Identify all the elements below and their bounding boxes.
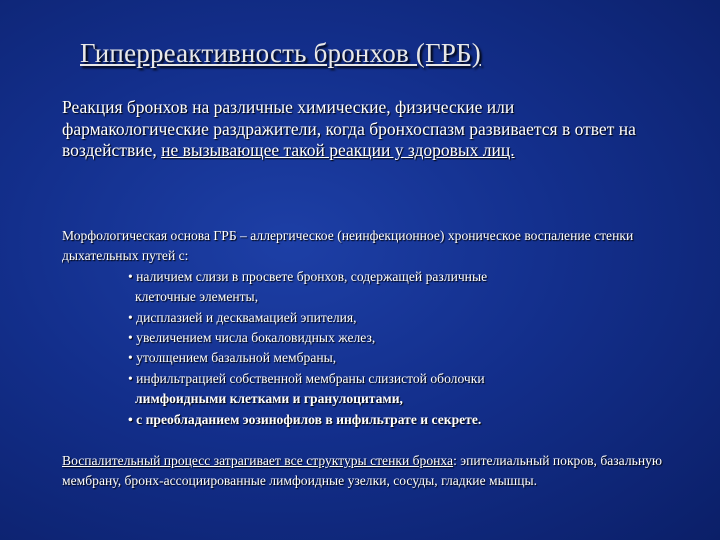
inflammation-underlined-text: Воспалительный процесс затрагивает все структуры стенки бронха: [62, 453, 454, 468]
morphology-list: [62, 267, 672, 430]
intro-underlined-text: не вызывающее такой реакции у здоровых лиц.: [161, 140, 515, 160]
list-item-text: • дисплазией и десквамацией эпителия,: [128, 309, 357, 325]
list-item-text: • с преобладанием эозинофилов в инфильтрате и секрете.: [128, 411, 482, 427]
inflammation-paragraph: [62, 451, 672, 492]
inflammation-text: : эпителиальный покров, базальную мембрану, бронх-ассоциированные лимфоидные узелки, сосуды, гладкие мышцы.: [62, 453, 663, 489]
list-item-text: • утолщением базальной мембраны,: [128, 350, 337, 366]
intro-paragraph: [62, 97, 662, 162]
list-item: [128, 267, 672, 308]
morphology-lead: Морфологическая основа ГРБ – аллергическое (неинфекционное) хроническое воспаление стенки дыхательных путей с:: [62, 228, 634, 264]
list-item-text: • увеличением числа бокаловидных желез,: [128, 330, 376, 346]
list-item-text: • наличием слизи в просвете бронхов, содержащей различные: [128, 268, 488, 284]
intro-text: Реакция бронхов на различные химические, физические или фармакологические раздражители, когда бронхоспазм развивается в ответ на воздействие,: [62, 97, 636, 160]
list-item: [128, 328, 672, 348]
list-item: [128, 308, 672, 328]
slide-title: Гиперреактивность бронхов (ГРБ): [80, 38, 481, 68]
list-item-continuation: лимфоидными клетками и гранулоцитами,: [135, 391, 403, 407]
list-item: [128, 348, 672, 368]
list-item-text: • инфильтрацией собственной мембраны слизистой оболочки: [128, 370, 485, 386]
list-item: [128, 369, 672, 410]
list-item-continuation: клеточные элементы,: [135, 289, 259, 305]
list-item: [128, 410, 672, 430]
morphology-section: [62, 226, 672, 430]
